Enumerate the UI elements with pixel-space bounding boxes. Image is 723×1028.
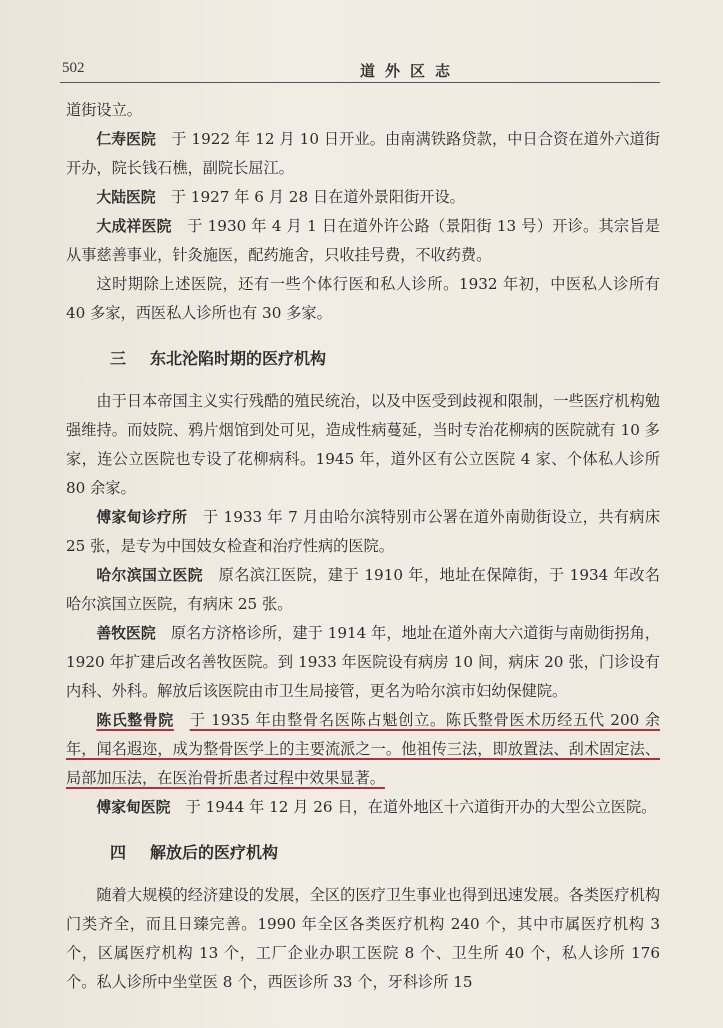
entry-title: 善牧医院: [96, 625, 156, 642]
section-number: 三: [110, 349, 127, 368]
running-title: 道外区志: [360, 62, 461, 80]
paragraph-post-liberation: 随着大规模的经济建设的发展，全区的医疗卫生事业也得到迅速发展。各类医疗机构门类齐全，而且日臻完善。1990 年全区各类医疗机构 240 个，其中市属医疗机构 3 个，区属医疗机构 13 个，工厂企业办职工医院 8 个、卫生所 40 个，私人诊所 176 个。私人诊所中坐堂医 8 个，西医诊所 33 个，牙科诊所 15: [66, 886, 660, 991]
entry-text: 于 1922 年 12 月 10 日开业。由南满铁路贷款，中日合资在道外六道街开办，院长钱石樵，副院长屈江。: [66, 130, 660, 177]
section-title: 解放后的医疗机构: [150, 843, 279, 862]
entry-text: 于 1933 年 7 月由哈尔滨特别市公署在道外南勋街设立，共有病床 25 张，是专为中国妓女检查和治疗性病的医院。: [66, 508, 661, 555]
paragraph-occupation-period: 由于日本帝国主义实行残酷的殖民统治，以及中医受到歧视和限制，一些医疗机构勉强维持。而妓院、鸦片烟馆到处可见，造成性病蔓延，当时专治花柳病的医院就有 10 多家，连公立医院也专设了花柳病科。1945 年，道外区有公立医院 4 家、个体私人诊所 80 余家。: [66, 392, 660, 497]
entry-title: 傅家甸诊疗所: [96, 509, 188, 526]
entry-text: 于 1930 年 4 月 1 日在道外许公路（景阳街 13 号）开诊。其宗旨是从事慈善事业，针灸施医，配药施舍，只收挂号费，不收药费。: [66, 217, 660, 264]
entry-title: 傅家甸医院: [96, 799, 171, 816]
section-heading-3: [66, 344, 660, 373]
section-title: 东北沦陷时期的医疗机构: [150, 349, 327, 368]
section-number: 四: [110, 843, 127, 862]
page-header: [60, 58, 660, 84]
section-heading-4: [66, 838, 660, 867]
paragraph-fujiadian-clinic: [66, 503, 660, 561]
paragraph-dalu-hospital: [66, 183, 660, 212]
paragraph-renshou-hospital: [66, 125, 660, 183]
entry-text: 于 1927 年 6 月 28 日在道外景阳街开设。: [170, 188, 465, 206]
paragraph-dachengxiang-hospital: [66, 212, 660, 270]
paragraph-continued: 道街设立。: [66, 101, 142, 119]
paragraph-harbin-national-hospital: [66, 561, 660, 619]
entry-title: 大成祥医院: [96, 218, 172, 235]
entry-text-underlined: 于 1935 年由整骨名医陈占魁创立。陈氏整骨医术历经五代 200 余年，闻名遐迩，成为整骨医学上的主要流派之一。他祖传三法，即放置法、刮术固定法、局部加压法，在医治骨折患者过程中效果显著。: [66, 711, 660, 787]
entry-text: 原名滨江医院，建于 1910 年，地址在保障街，于 1934 年改名哈尔滨国立医院，有病床 25 张。: [66, 566, 660, 613]
header-rule: [60, 82, 660, 83]
body-text: [66, 96, 660, 997]
entry-title: 哈尔滨国立医院: [96, 567, 203, 584]
paragraph-fujiadian-hospital: [66, 793, 660, 822]
entry-text: 于 1944 年 12 月 26 日，在道外地区十六道街开办的大型公立医院。: [185, 798, 657, 816]
entry-title: 仁寿医院: [96, 131, 156, 148]
page-number: 502: [62, 60, 85, 76]
entry-title-underlined: 陈氏整骨院: [96, 712, 174, 729]
paragraph-chen-bonesetting: [66, 706, 660, 793]
entry-text: 原名方济格诊所，建于 1914 年，地址在道外南大六道街与南勋街拐角，1920 年扩建后改名善牧医院。到 1933 年医院设有病房 10 间，病床 20 张，门诊设有内科、外科。解放后该医院由市卫生局接管，更名为哈尔滨市妇幼保健院。: [66, 624, 660, 700]
paragraph-private-clinics: 这时期除上述医院，还有一些个体行医和私人诊所。1932 年初，中医私人诊所有 40 多家，西医私人诊所也有 30 多家。: [66, 275, 660, 322]
entry-title: 大陆医院: [96, 189, 156, 206]
paragraph-shanmu-hospital: [66, 619, 660, 706]
